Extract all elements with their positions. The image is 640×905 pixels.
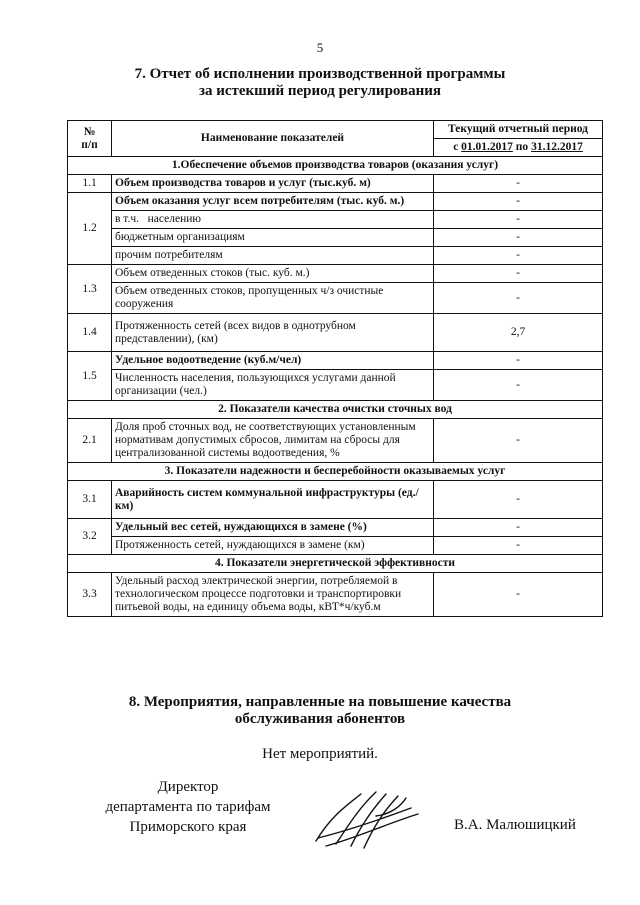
table-row-1-2 [68,193,603,211]
section-row-1 [68,157,603,175]
row-value: - [434,352,603,370]
row-name: Протяженность сетей, нуждающихся в замене (км) [112,537,434,555]
section-row-2 [68,401,603,419]
row-number: 2.1 [68,419,112,463]
row-value: - [434,519,603,537]
row-name: Объем оказания услуг всем потребителям (тыс. куб. м.) [112,193,434,211]
row-name: Численность населения, пользующихся услугами данной организации (чел.) [112,370,434,401]
table-subrow-1-3-a [68,283,603,314]
period-to: 31.12.2017 [531,141,583,153]
handwritten-signature [306,786,426,856]
section-8-title-line1: 8. Мероприятия, направленные на повышение качества [128,694,512,710]
row-value: - [434,537,603,555]
director-line3: Приморского края [129,819,247,835]
table-row-1-1 [68,175,603,193]
row-name: Аварийность систем коммунальной инфраструктуры (ед./км) [112,481,434,519]
table-row-1-3 [68,265,603,283]
row-name: Объем отведенных стоков (тыс. куб. м.) [112,265,434,283]
row-value: - [434,370,603,401]
table-subrow-1-2-b [68,229,603,247]
section-8-title [0,694,640,728]
row-value: - [434,229,603,247]
row-name: Удельное водоотведение (куб.м/чел) [112,352,434,370]
table-header-row [68,121,603,139]
row-name: Объем отведенных стоков, пропущенных ч/з очистные сооружения [112,283,434,314]
period-to-prefix: по [515,141,529,153]
signer-name: В.А. Малюшицкий [454,817,576,833]
row-number: 1.5 [68,352,112,401]
header-period-dates [434,139,603,157]
header-name: Наименование показателей [112,121,434,157]
table-subrow-3-2-a [68,537,603,555]
row-value: - [434,265,603,283]
row-value: - [434,193,603,211]
director-line1: Директор [157,779,219,795]
row-value: - [434,481,603,519]
period-from: 01.01.2017 [461,141,513,153]
row-value: - [434,283,603,314]
table-row-3-3 [68,573,603,617]
row-value: 2,7 [434,314,603,352]
row-name: Удельный расход электрической энергии, потребляемой в технологическом процессе подготовки и транспортировки питьевой воды, на единицу объема воды, кВТ*ч/куб.м [112,573,434,617]
table-row-1-4 [68,314,603,352]
row-value: - [434,247,603,265]
table-subrow-1-2-c [68,247,603,265]
director-line2: департамента по тарифам [105,799,271,815]
table-subrow-1-5-a [68,370,603,401]
row-name: Удельный вес сетей, нуждающихся в замене (%) [112,519,434,537]
row-name: Доля проб сточных вод, не соответствующих установленным нормативам допустимых сбросов, лимитам на сбросы для централизованной системы водоотведения, % [112,419,434,463]
table-subrow-1-2-a [68,211,603,229]
row-number: 1.4 [68,314,112,352]
section-row-3-label: 3. Показатели надежности и бесперебойности оказываемых услуг [68,463,603,481]
section-7-title [0,66,640,100]
page-number: 5 [316,40,324,55]
no-events-text: Нет мероприятий. [262,746,378,762]
section-row-4 [68,555,603,573]
table-row-3-2 [68,519,603,537]
row-name: в т.ч. населению [112,211,434,229]
row-number: 3.1 [68,481,112,519]
table-row-3-1 [68,481,603,519]
row-number: 3.3 [68,573,112,617]
row-value: - [434,211,603,229]
header-num [68,121,112,157]
row-number: 1.3 [68,265,112,314]
row-number: 3.2 [68,519,112,555]
report-table [67,120,603,617]
section-row-1-label: 1.Обеспечение объемов производства товаров (оказания услуг) [68,157,603,175]
table-row-1-5 [68,352,603,370]
section-row-3 [68,463,603,481]
section-8-title-line2: обслуживания абонентов [234,711,406,727]
row-name: Протяженность сетей (всех видов в однотрубном представлении), (км) [112,314,434,352]
row-name: прочим потребителям [112,247,434,265]
table-row-2-1 [68,419,603,463]
director-title [88,778,288,838]
row-value: - [434,419,603,463]
section-row-2-label: 2. Показатели качества очистки сточных вод [68,401,603,419]
row-value: - [434,573,603,617]
row-value: - [434,175,603,193]
row-number: 1.1 [68,175,112,193]
period-from-prefix: с [453,141,459,153]
header-num-line2: п/п [81,138,98,151]
header-period-title: Текущий отчетный период [434,121,603,139]
header-num-line1: № [83,125,96,138]
section-7-title-line1: 7. Отчет об исполнении производственной программы [134,66,506,82]
row-number: 1.2 [68,193,112,265]
row-name: Объем производства товаров и услуг (тыс.куб. м) [112,175,434,193]
section-7-title-line2: за истекший период регулирования [198,83,442,99]
row-name: бюджетным организациям [112,229,434,247]
section-row-4-label: 4. Показатели энергетической эффективности [68,555,603,573]
